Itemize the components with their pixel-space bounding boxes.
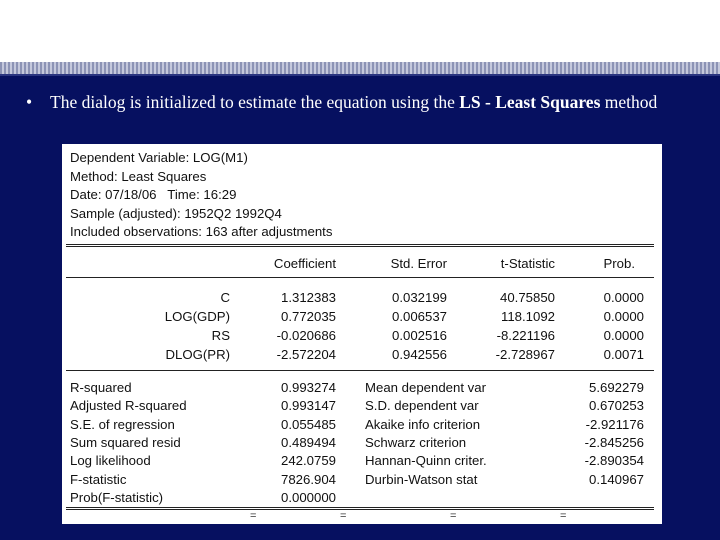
- prob-value: 0.0000: [603, 328, 644, 343]
- statistic-row: [62, 490, 662, 508]
- statistic-label: Sum squared resid: [70, 434, 181, 450]
- col-t-statistic: t-Statistic: [500, 256, 555, 271]
- statistic-label: Hannan-Quinn criter.: [365, 453, 487, 469]
- t-statistic-value: -2.728967: [495, 347, 555, 362]
- slide-divider-line: [0, 74, 720, 76]
- col-prob: Prob.: [603, 256, 635, 271]
- statistic-label: Akaike info criterion: [365, 416, 481, 432]
- statistic-value: 242.0759: [280, 453, 336, 469]
- prob-value: 0.0071: [603, 347, 644, 362]
- statistic-label: Log likelihood: [70, 453, 151, 469]
- coefficient-row: [62, 309, 662, 327]
- prob-value: 0.0000: [603, 309, 644, 324]
- variable-name: DLOG(PR): [165, 347, 230, 362]
- statistic-value: 0.670253: [588, 398, 644, 414]
- std-error-value: 0.032199: [391, 290, 447, 305]
- statistic-value: -2.845256: [584, 434, 644, 450]
- header-line: Date: 07/18/06 Time: 16:29: [70, 187, 237, 202]
- statistic-label: R-squared: [70, 380, 132, 395]
- header-line: Dependent Variable: LOG(M1): [70, 150, 248, 165]
- prob-value: 0.0000: [603, 290, 644, 305]
- statistic-value: -2.890354: [584, 453, 644, 469]
- std-error-value: 0.002516: [391, 328, 447, 343]
- std-error-value: 0.942556: [391, 347, 447, 362]
- bottom-mark: =: [250, 510, 257, 522]
- variable-name: LOG(GDP): [164, 309, 230, 324]
- header-line: Sample (adjusted): 1952Q2 1992Q4: [70, 205, 282, 221]
- header-line: Included observations: 163 after adjustments: [70, 224, 333, 239]
- header-line: Method: Least Squares: [70, 168, 207, 184]
- statistic-label: F-statistic: [70, 471, 127, 487]
- table-rule: [66, 277, 654, 278]
- statistic-label: Durbin-Watson stat: [365, 471, 478, 487]
- statistic-row: [62, 398, 662, 416]
- t-statistic-value: 40.75850: [499, 290, 555, 305]
- statistic-value: -2.921176: [585, 416, 644, 432]
- bottom-mark: =: [450, 510, 457, 522]
- coefficient-row: [62, 347, 662, 365]
- statistic-label: S.D. dependent var: [365, 398, 479, 414]
- statistic-value: 0.140967: [588, 471, 644, 487]
- coefficient-value: 0.772035: [280, 309, 336, 324]
- column-header-row: [62, 256, 662, 274]
- output-header: [70, 149, 332, 242]
- statistic-value: 0.055485: [280, 416, 336, 432]
- bottom-mark: =: [560, 510, 567, 522]
- regression-output-window: [62, 144, 662, 524]
- slide-divider-stripe: [0, 62, 720, 74]
- coefficient-row: [62, 290, 662, 308]
- statistic-row: [62, 380, 662, 398]
- statistic-label: S.E. of regression: [70, 416, 175, 432]
- table-rule: [66, 244, 654, 247]
- t-statistic-value: 118.1092: [500, 309, 555, 324]
- statistic-label: Prob(F-statistic): [70, 489, 164, 505]
- statistic-value: 0.993147: [280, 398, 336, 414]
- bottom-mark: =: [340, 510, 347, 522]
- statistic-value: 0.000000: [280, 489, 336, 505]
- bullet-icon: •: [26, 92, 33, 112]
- table-rule: [66, 370, 654, 371]
- std-error-value: 0.006537: [391, 309, 447, 324]
- statistic-row: [62, 435, 662, 453]
- variable-name: RS: [211, 328, 230, 343]
- col-coefficient: Coefficient: [273, 256, 336, 271]
- coefficient-row: [62, 328, 662, 346]
- slide-top-band: [0, 0, 720, 62]
- t-statistic-value: -8.221196: [496, 328, 555, 343]
- bullet-text: [50, 91, 700, 114]
- statistic-row: [62, 472, 662, 490]
- coefficient-value: 1.312383: [280, 290, 336, 305]
- col-std-error: Std. Error: [390, 256, 447, 271]
- bullet-text-part: method: [600, 92, 658, 112]
- bullet-text-bold: LS - Least Squares: [459, 92, 601, 112]
- statistic-value: 0.993274: [280, 380, 336, 395]
- statistic-row: [62, 417, 662, 435]
- coefficient-value: -0.020686: [276, 328, 336, 343]
- statistic-label: Adjusted R-squared: [70, 398, 187, 414]
- statistic-row: [62, 453, 662, 471]
- statistic-value: 7826.904: [280, 471, 336, 487]
- statistic-value: 5.692279: [588, 380, 644, 395]
- statistic-value: 0.489494: [280, 434, 336, 450]
- statistic-label: Schwarz criterion: [365, 434, 467, 450]
- variable-name: C: [220, 290, 230, 305]
- bullet-text-part: The dialog is initialized to estimate the equation using the: [50, 92, 460, 112]
- coefficient-value: -2.572204: [276, 347, 336, 362]
- statistic-label: Mean dependent var: [365, 380, 486, 395]
